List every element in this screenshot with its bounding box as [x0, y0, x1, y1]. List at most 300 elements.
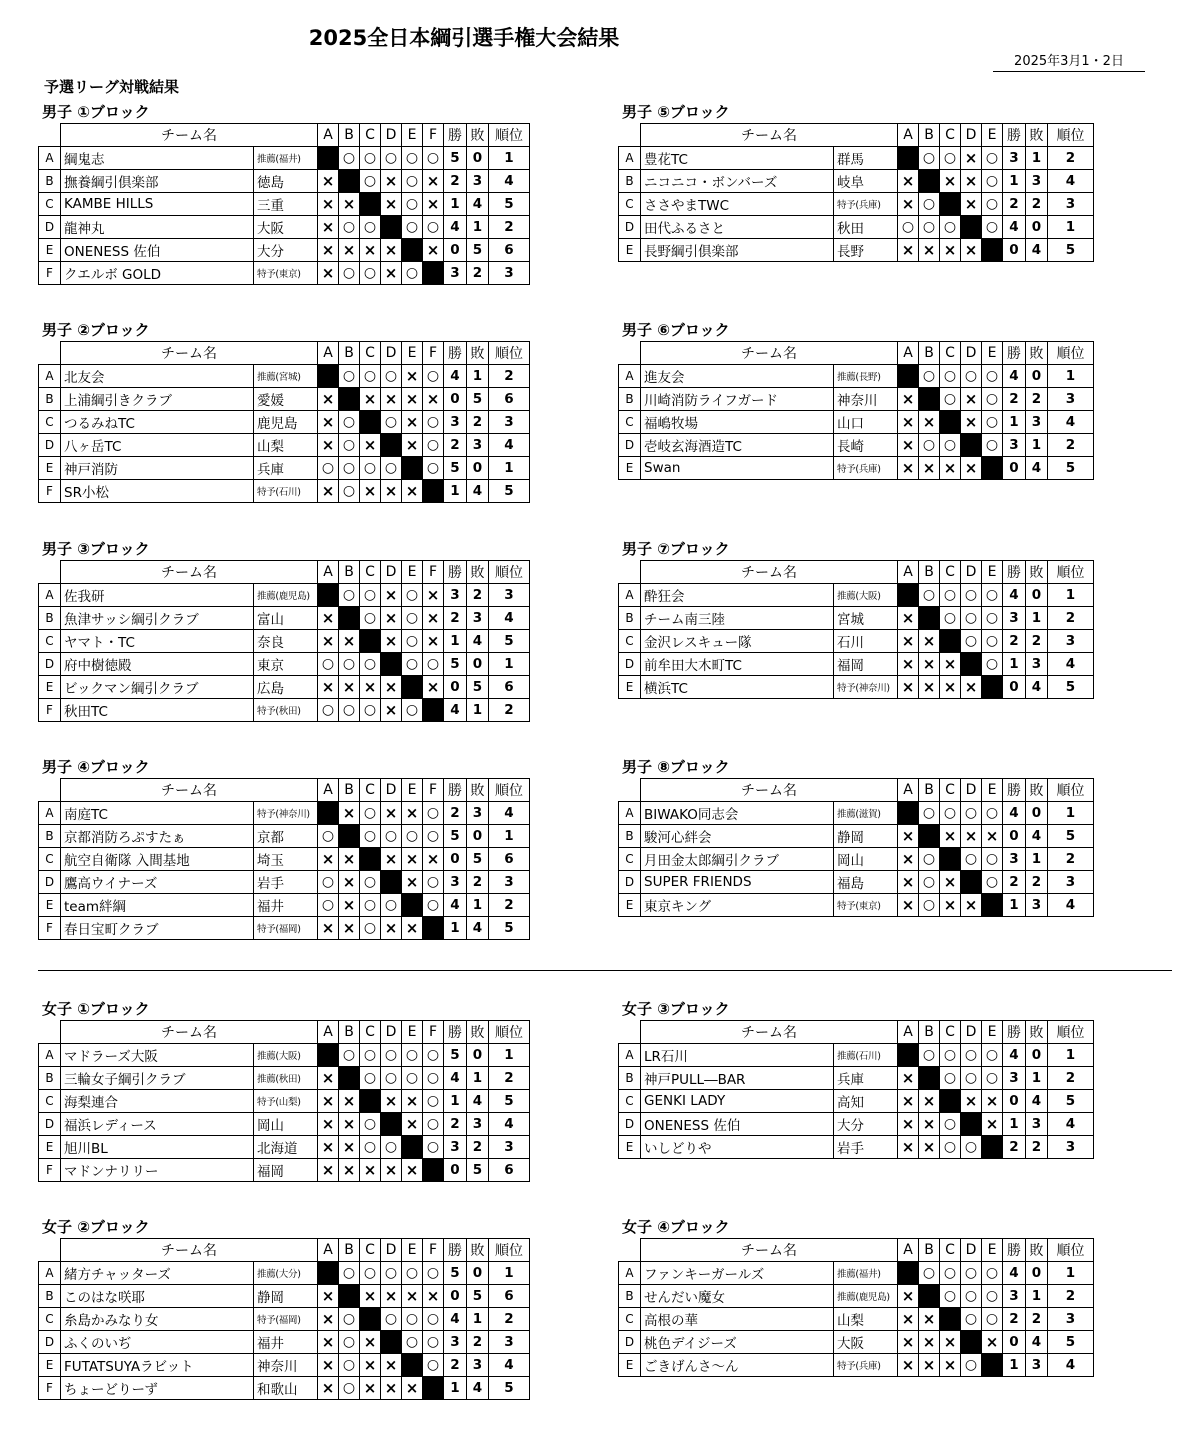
win-mark: ○: [339, 584, 360, 607]
header-col-c: C: [940, 561, 961, 584]
table-row: [39, 871, 530, 894]
team-letter: C: [619, 1090, 641, 1113]
rank-value: 5: [489, 630, 530, 653]
win-mark: ○: [360, 871, 381, 894]
team-name: GENKI LADY: [641, 1090, 834, 1113]
win-mark: ○: [423, 1044, 444, 1067]
team-prefecture: 推薦(大阪): [254, 1044, 318, 1067]
team-name: 壱岐玄海酒造TC: [641, 434, 834, 457]
team-prefecture: 特予(兵庫): [834, 457, 898, 480]
win-mark: ○: [318, 457, 339, 480]
table-row: [39, 917, 530, 940]
team-letter: E: [39, 239, 61, 262]
header-lose: 敗: [1026, 561, 1048, 584]
wins-count: 0: [444, 239, 467, 262]
loss-mark: ×: [318, 262, 339, 285]
self-match-cell: [961, 871, 982, 894]
team-prefecture: 特予(東京): [254, 262, 318, 285]
table-row: [39, 825, 530, 848]
team-name: このはな咲耶: [61, 1285, 254, 1308]
header-row: [39, 342, 530, 365]
table-row: [619, 216, 1094, 239]
loss-mark: ×: [402, 1285, 423, 1308]
table-row: [619, 584, 1094, 607]
loss-mark: ×: [402, 1159, 423, 1182]
loss-mark: ×: [318, 216, 339, 239]
win-mark: ○: [381, 894, 402, 917]
loss-mark: ×: [898, 607, 919, 630]
win-mark: ○: [940, 1262, 961, 1285]
self-match-cell: [318, 1262, 339, 1285]
header-team: チーム名: [61, 1021, 318, 1044]
losses-count: 3: [467, 1354, 489, 1377]
header-col-b: B: [339, 342, 360, 365]
losses-count: 2: [467, 1331, 489, 1354]
header-col-a: A: [318, 561, 339, 584]
losses-count: 1: [467, 894, 489, 917]
header-col-f: F: [423, 779, 444, 802]
table-row: [39, 365, 530, 388]
header-row: [619, 779, 1094, 802]
team-prefecture: 秋田: [834, 216, 898, 239]
wins-count: 4: [1003, 1262, 1026, 1285]
win-mark: ○: [339, 262, 360, 285]
loss-mark: ×: [940, 457, 961, 480]
win-mark: ○: [423, 216, 444, 239]
wins-count: 3: [444, 262, 467, 285]
team-letter: B: [619, 1067, 641, 1090]
table-row: [619, 653, 1094, 676]
team-letter: E: [39, 1136, 61, 1159]
team-letter: C: [619, 1308, 641, 1331]
header-lose: 敗: [467, 1239, 489, 1262]
table-row: [39, 434, 530, 457]
self-match-cell: [940, 193, 961, 216]
team-letter: D: [619, 434, 641, 457]
team-name: SUPER FRIENDS: [641, 871, 834, 894]
loss-mark: ×: [339, 676, 360, 699]
team-prefecture: 宮城: [834, 607, 898, 630]
losses-count: 0: [467, 653, 489, 676]
win-mark: ○: [339, 411, 360, 434]
self-match-cell: [919, 607, 940, 630]
block-title: 男子 ⑧ブロック: [622, 758, 730, 776]
block-2: [38, 321, 530, 503]
block-7: [618, 540, 1094, 699]
loss-mark: ×: [898, 388, 919, 411]
header-lose: 敗: [1026, 1021, 1048, 1044]
header-team: チーム名: [61, 561, 318, 584]
losses-count: 0: [467, 1044, 489, 1067]
win-mark: ○: [982, 1067, 1003, 1090]
win-mark: ○: [381, 1044, 402, 1067]
rank-value: 4: [489, 170, 530, 193]
wins-count: 3: [444, 1136, 467, 1159]
rank-value: 4: [1048, 411, 1094, 434]
section-divider: [38, 970, 1172, 971]
win-mark: ○: [919, 802, 940, 825]
win-mark: ○: [982, 1044, 1003, 1067]
table-row: [39, 193, 530, 216]
losses-count: 1: [1026, 434, 1048, 457]
win-mark: ○: [919, 193, 940, 216]
wins-count: 2: [444, 434, 467, 457]
header-rank: 順位: [1048, 342, 1094, 365]
team-name: 航空自衛隊 入間基地: [61, 848, 254, 871]
team-letter: A: [39, 365, 61, 388]
loss-mark: ×: [940, 676, 961, 699]
wins-count: 0: [444, 848, 467, 871]
wins-count: 4: [1003, 802, 1026, 825]
loss-mark: ×: [423, 676, 444, 699]
self-match-cell: [318, 584, 339, 607]
team-name: ファンキーガールズ: [641, 1262, 834, 1285]
header-row: [619, 1239, 1094, 1262]
table-row: [619, 1308, 1094, 1331]
rank-value: 2: [489, 216, 530, 239]
loss-mark: ×: [381, 262, 402, 285]
team-prefecture: 山梨: [834, 1308, 898, 1331]
win-mark: ○: [423, 1113, 444, 1136]
win-mark: ○: [898, 216, 919, 239]
self-match-cell: [339, 1067, 360, 1090]
losses-count: 5: [467, 388, 489, 411]
loss-mark: ×: [898, 1067, 919, 1090]
win-mark: ○: [339, 457, 360, 480]
loss-mark: ×: [961, 457, 982, 480]
team-letter: E: [39, 1354, 61, 1377]
team-letter: A: [619, 365, 641, 388]
win-mark: ○: [339, 1044, 360, 1067]
losses-count: 2: [1026, 871, 1048, 894]
self-match-cell: [919, 1067, 940, 1090]
loss-mark: ×: [961, 411, 982, 434]
header-rank: 順位: [1048, 561, 1094, 584]
losses-count: 4: [467, 917, 489, 940]
wins-count: 1: [1003, 894, 1026, 917]
loss-mark: ×: [961, 676, 982, 699]
self-match-cell: [318, 365, 339, 388]
team-name: 上浦綱引きクラブ: [61, 388, 254, 411]
loss-mark: ×: [318, 1377, 339, 1400]
header-lose: 敗: [1026, 779, 1048, 802]
table-row: [39, 607, 530, 630]
loss-mark: ×: [339, 894, 360, 917]
win-mark: ○: [940, 802, 961, 825]
table-row: [619, 1354, 1094, 1377]
team-prefecture: 岐阜: [834, 170, 898, 193]
rank-value: 5: [1048, 239, 1094, 262]
team-letter: D: [619, 653, 641, 676]
wins-count: 3: [1003, 434, 1026, 457]
team-name: 旭川BL: [61, 1136, 254, 1159]
table-row: [619, 802, 1094, 825]
rank-value: 5: [489, 193, 530, 216]
team-letter: B: [39, 388, 61, 411]
loss-mark: ×: [961, 388, 982, 411]
win-mark: ○: [961, 1136, 982, 1159]
win-mark: ○: [982, 216, 1003, 239]
team-letter: D: [39, 653, 61, 676]
table-row: [39, 699, 530, 722]
team-letter: C: [619, 411, 641, 434]
loss-mark: ×: [898, 1136, 919, 1159]
rank-value: 6: [489, 1285, 530, 1308]
win-mark: ○: [318, 894, 339, 917]
block-1: [38, 103, 530, 285]
win-mark: ○: [339, 434, 360, 457]
win-mark: ○: [381, 147, 402, 170]
loss-mark: ×: [898, 653, 919, 676]
block-title: 男子 ①ブロック: [42, 103, 150, 121]
team-name: 鷹高ウイナーズ: [61, 871, 254, 894]
wins-count: 3: [1003, 848, 1026, 871]
win-mark: ○: [423, 457, 444, 480]
win-mark: ○: [360, 457, 381, 480]
header-team: チーム名: [61, 124, 318, 147]
header-col-f: F: [423, 124, 444, 147]
self-match-cell: [961, 216, 982, 239]
team-name: Swan: [641, 457, 834, 480]
table-row: [39, 1377, 530, 1400]
self-match-cell: [339, 170, 360, 193]
loss-mark: ×: [402, 917, 423, 940]
header-lose: 敗: [1026, 342, 1048, 365]
table-row: [619, 676, 1094, 699]
rank-value: 2: [489, 365, 530, 388]
loss-mark: ×: [318, 411, 339, 434]
table-row: [619, 239, 1094, 262]
header-row: [39, 779, 530, 802]
team-name: ふくのいぢ: [61, 1331, 254, 1354]
header-col-e: E: [982, 124, 1003, 147]
rank-value: 4: [489, 802, 530, 825]
team-prefecture: 徳島: [254, 170, 318, 193]
loss-mark: ×: [318, 1067, 339, 1090]
win-mark: ○: [423, 434, 444, 457]
table-row: [39, 1354, 530, 1377]
loss-mark: ×: [381, 1285, 402, 1308]
losses-count: 4: [1026, 825, 1048, 848]
win-mark: ○: [360, 699, 381, 722]
team-prefecture: 愛媛: [254, 388, 318, 411]
loss-mark: ×: [982, 825, 1003, 848]
loss-mark: ×: [898, 848, 919, 871]
team-letter: B: [39, 1067, 61, 1090]
win-mark: ○: [982, 388, 1003, 411]
team-prefecture: 京都: [254, 825, 318, 848]
team-letter: D: [39, 1113, 61, 1136]
team-letter: E: [39, 894, 61, 917]
wins-count: 4: [444, 1067, 467, 1090]
self-match-cell: [898, 147, 919, 170]
wins-count: 2: [1003, 388, 1026, 411]
header-col-e: E: [982, 342, 1003, 365]
table-row: [619, 871, 1094, 894]
loss-mark: ×: [898, 871, 919, 894]
team-name: つるみねTC: [61, 411, 254, 434]
header-col-b: B: [919, 779, 940, 802]
team-name: 北友会: [61, 365, 254, 388]
self-match-cell: [898, 802, 919, 825]
win-mark: ○: [360, 802, 381, 825]
team-letter: F: [39, 1159, 61, 1182]
block-11: [618, 1000, 1094, 1159]
team-letter: C: [39, 630, 61, 653]
block-6: [618, 321, 1094, 480]
team-prefecture: 推薦(秋田): [254, 1067, 318, 1090]
team-name: 府中樹徳殿: [61, 653, 254, 676]
win-mark: ○: [318, 653, 339, 676]
block-title: 女子 ③ブロック: [622, 1000, 730, 1018]
header-col-e: E: [402, 1239, 423, 1262]
losses-count: 3: [467, 170, 489, 193]
loss-mark: ×: [423, 1285, 444, 1308]
team-name: 金沢レスキュー隊: [641, 630, 834, 653]
self-match-cell: [940, 1308, 961, 1331]
loss-mark: ×: [898, 894, 919, 917]
header-win: 勝: [444, 1021, 467, 1044]
team-letter: D: [619, 1331, 641, 1354]
rank-value: 4: [489, 434, 530, 457]
team-name: 秋田TC: [61, 699, 254, 722]
header-win: 勝: [1003, 561, 1026, 584]
self-match-cell: [360, 848, 381, 871]
header-col-e: E: [982, 1021, 1003, 1044]
loss-mark: ×: [940, 871, 961, 894]
loss-mark: ×: [961, 239, 982, 262]
table-row: [619, 1285, 1094, 1308]
block-title: 男子 ⑤ブロック: [622, 103, 730, 121]
team-prefecture: 推薦(鹿児島): [254, 584, 318, 607]
self-match-cell: [381, 1331, 402, 1354]
rank-value: 1: [1048, 1044, 1094, 1067]
loss-mark: ×: [898, 1113, 919, 1136]
self-match-cell: [402, 1136, 423, 1159]
rank-value: 1: [1048, 216, 1094, 239]
rank-value: 3: [1048, 630, 1094, 653]
loss-mark: ×: [318, 1308, 339, 1331]
rank-value: 5: [1048, 1331, 1094, 1354]
table-row: [39, 1159, 530, 1182]
block-title: 男子 ⑥ブロック: [622, 321, 730, 339]
wins-count: 2: [444, 802, 467, 825]
losses-count: 5: [467, 676, 489, 699]
win-mark: ○: [961, 607, 982, 630]
team-prefecture: 福井: [254, 894, 318, 917]
self-match-cell: [339, 607, 360, 630]
block-title: 女子 ①ブロック: [42, 1000, 150, 1018]
self-match-cell: [423, 1377, 444, 1400]
loss-mark: ×: [919, 457, 940, 480]
header-col-b: B: [339, 124, 360, 147]
header-lose: 敗: [467, 1021, 489, 1044]
team-prefecture: 山梨: [254, 434, 318, 457]
losses-count: 4: [1026, 1090, 1048, 1113]
win-mark: ○: [982, 1308, 1003, 1331]
table-row: [619, 848, 1094, 871]
team-prefecture: 長野: [834, 239, 898, 262]
rank-value: 3: [489, 1136, 530, 1159]
self-match-cell: [423, 1159, 444, 1182]
team-prefecture: 福井: [254, 1331, 318, 1354]
losses-count: 0: [1026, 365, 1048, 388]
self-match-cell: [402, 894, 423, 917]
team-prefecture: 推薦(宮城): [254, 365, 318, 388]
win-mark: ○: [360, 607, 381, 630]
wins-count: 0: [444, 1159, 467, 1182]
team-letter: A: [619, 802, 641, 825]
win-mark: ○: [982, 365, 1003, 388]
wins-count: 3: [444, 584, 467, 607]
win-mark: ○: [402, 1262, 423, 1285]
team-prefecture: 広島: [254, 676, 318, 699]
header-rank: 順位: [1048, 779, 1094, 802]
win-mark: ○: [381, 825, 402, 848]
team-letter: A: [619, 584, 641, 607]
team-name: マドンナリリー: [61, 1159, 254, 1182]
team-letter: F: [39, 1377, 61, 1400]
loss-mark: ×: [423, 607, 444, 630]
rank-value: 1: [489, 825, 530, 848]
loss-mark: ×: [898, 457, 919, 480]
header-col-e: E: [402, 561, 423, 584]
team-name: 川崎消防ライフガード: [641, 388, 834, 411]
rank-value: 4: [489, 1113, 530, 1136]
rank-value: 5: [1048, 457, 1094, 480]
rank-value: 2: [1048, 848, 1094, 871]
win-mark: ○: [423, 1354, 444, 1377]
team-prefecture: 特予(兵庫): [834, 193, 898, 216]
team-name: SR小松: [61, 480, 254, 503]
loss-mark: ×: [381, 170, 402, 193]
header-team: チーム名: [641, 779, 898, 802]
header-row: [619, 561, 1094, 584]
self-match-cell: [961, 1331, 982, 1354]
loss-mark: ×: [360, 239, 381, 262]
rank-value: 3: [489, 411, 530, 434]
win-mark: ○: [982, 848, 1003, 871]
team-prefecture: 岩手: [254, 871, 318, 894]
loss-mark: ×: [402, 871, 423, 894]
win-mark: ○: [318, 871, 339, 894]
win-mark: ○: [360, 917, 381, 940]
team-prefecture: 神奈川: [254, 1354, 318, 1377]
losses-count: 0: [467, 457, 489, 480]
rank-value: 2: [1048, 1285, 1094, 1308]
table-row: [619, 1067, 1094, 1090]
block-title: 男子 ⑦ブロック: [622, 540, 730, 558]
team-name: 前牟田大木町TC: [641, 653, 834, 676]
loss-mark: ×: [339, 871, 360, 894]
team-prefecture: 推薦(大分): [254, 1262, 318, 1285]
loss-mark: ×: [982, 1331, 1003, 1354]
team-prefecture: 福岡: [834, 653, 898, 676]
wins-count: 2: [1003, 630, 1026, 653]
losses-count: 0: [1026, 584, 1048, 607]
loss-mark: ×: [381, 917, 402, 940]
win-mark: ○: [318, 699, 339, 722]
table-row: [39, 457, 530, 480]
loss-mark: ×: [423, 388, 444, 411]
loss-mark: ×: [402, 1113, 423, 1136]
loss-mark: ×: [318, 388, 339, 411]
header-win: 勝: [1003, 1239, 1026, 1262]
rank-value: 1: [489, 1262, 530, 1285]
self-match-cell: [381, 653, 402, 676]
results-table: [618, 560, 1094, 699]
loss-mark: ×: [919, 411, 940, 434]
